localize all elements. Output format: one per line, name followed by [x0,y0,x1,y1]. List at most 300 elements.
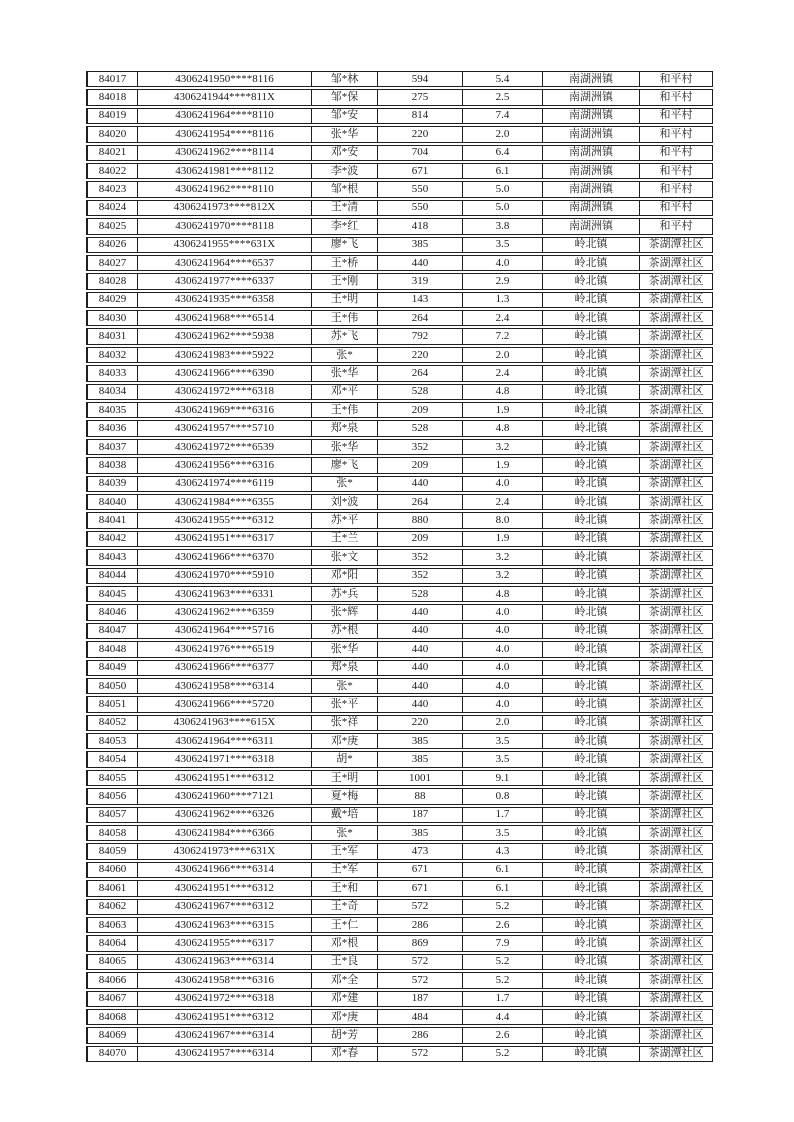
cell-value-1: 869 [378,935,463,951]
table-row [86,991,713,1007]
cell-town: 岭北镇 [543,972,640,988]
cell-name: 苏*兵 [312,586,378,602]
cell-town: 岭北镇 [543,862,640,878]
cell-town: 南湖洲镇 [543,181,640,197]
cell-value-2: 5.2 [463,972,543,988]
cell-name: 邓*平 [312,384,378,400]
cell-value-1: 385 [378,825,463,841]
cell-value-2: 4.4 [463,1009,543,1025]
cell-value-1: 352 [378,439,463,455]
cell-village: 茶湖潭社区 [640,917,713,933]
cell-village: 茶湖潭社区 [640,935,713,951]
cell-seq: 84069 [86,1027,138,1043]
table-row [86,862,713,878]
cell-town: 岭北镇 [543,935,640,951]
table-row [86,972,713,988]
cell-id-number: 4306241967****6314 [138,1027,312,1043]
cell-id-number: 4306241950****8116 [138,71,312,87]
cell-value-2: 4.8 [463,586,543,602]
cell-value-1: 440 [378,604,463,620]
cell-value-2: 3.5 [463,237,543,253]
table-row [86,402,713,418]
cell-id-number: 4306241956****6316 [138,457,312,473]
cell-seq: 84037 [86,439,138,455]
cell-seq: 84045 [86,586,138,602]
cell-id-number: 4306241935****6358 [138,292,312,308]
cell-town: 岭北镇 [543,770,640,786]
cell-village: 茶湖潭社区 [640,476,713,492]
cell-seq: 84023 [86,181,138,197]
cell-value-1: 550 [378,200,463,216]
cell-id-number: 4306241951****6312 [138,770,312,786]
cell-value-1: 484 [378,1009,463,1025]
cell-village: 茶湖潭社区 [640,678,713,694]
cell-id-number: 4306241968****6514 [138,310,312,326]
table-row [86,715,713,731]
cell-town: 岭北镇 [543,733,640,749]
cell-id-number: 4306241963****6314 [138,954,312,970]
cell-value-2: 4.0 [463,604,543,620]
cell-town: 岭北镇 [543,696,640,712]
cell-value-1: 572 [378,899,463,915]
cell-seq: 84056 [86,788,138,804]
cell-value-1: 440 [378,678,463,694]
cell-village: 茶湖潭社区 [640,568,713,584]
cell-value-1: 440 [378,255,463,271]
cell-id-number: 4306241972****6539 [138,439,312,455]
cell-seq: 84067 [86,991,138,1007]
cell-value-2: 6.1 [463,880,543,896]
cell-seq: 84058 [86,825,138,841]
cell-id-number: 4306241962****6359 [138,604,312,620]
cell-village: 茶湖潭社区 [640,751,713,767]
cell-id-number: 4306241984****6355 [138,494,312,510]
table-row [86,328,713,344]
cell-value-2: 2.9 [463,273,543,289]
cell-value-2: 2.4 [463,310,543,326]
table-row [86,660,713,676]
cell-value-2: 6.4 [463,145,543,161]
cell-value-2: 1.7 [463,807,543,823]
cell-value-2: 2.0 [463,347,543,363]
cell-value-1: 209 [378,402,463,418]
cell-town: 岭北镇 [543,807,640,823]
cell-village: 和平村 [640,145,713,161]
cell-name: 王*伟 [312,310,378,326]
cell-value-1: 220 [378,126,463,142]
cell-town: 南湖洲镇 [543,71,640,87]
cell-seq: 84019 [86,108,138,124]
cell-town: 岭北镇 [543,1027,640,1043]
cell-town: 岭北镇 [543,328,640,344]
cell-seq: 84050 [86,678,138,694]
cell-id-number: 4306241958****6314 [138,678,312,694]
cell-name: 邹*根 [312,181,378,197]
cell-seq: 84031 [86,328,138,344]
cell-value-1: 671 [378,163,463,179]
cell-value-2: 3.8 [463,218,543,234]
cell-town: 岭北镇 [543,476,640,492]
cell-value-2: 4.8 [463,384,543,400]
cell-value-1: 440 [378,660,463,676]
cell-id-number: 4306241964****6311 [138,733,312,749]
cell-id-number: 4306241976****6519 [138,641,312,657]
cell-village: 茶湖潭社区 [640,954,713,970]
cell-value-1: 814 [378,108,463,124]
cell-value-2: 4.0 [463,696,543,712]
cell-village: 茶湖潭社区 [640,439,713,455]
cell-town: 岭北镇 [543,310,640,326]
cell-town: 岭北镇 [543,641,640,657]
cell-name: 张*华 [312,126,378,142]
cell-seq: 84063 [86,917,138,933]
cell-name: 苏*根 [312,623,378,639]
table-row [86,696,713,712]
cell-village: 茶湖潭社区 [640,1009,713,1025]
cell-value-1: 704 [378,145,463,161]
table-row [86,89,713,105]
cell-seq: 84051 [86,696,138,712]
cell-town: 岭北镇 [543,255,640,271]
cell-name: 张* [312,476,378,492]
cell-town: 岭北镇 [543,439,640,455]
cell-village: 茶湖潭社区 [640,825,713,841]
table-row [86,549,713,565]
cell-village: 茶湖潭社区 [640,862,713,878]
cell-village: 和平村 [640,108,713,124]
cell-value-2: 2.6 [463,1027,543,1043]
cell-id-number: 4306241963****6315 [138,917,312,933]
cell-village: 茶湖潭社区 [640,972,713,988]
table-row [86,163,713,179]
cell-village: 茶湖潭社区 [640,604,713,620]
cell-seq: 84054 [86,751,138,767]
cell-id-number: 4306241962****5938 [138,328,312,344]
cell-value-2: 1.3 [463,292,543,308]
cell-value-2: 7.4 [463,108,543,124]
cell-town: 岭北镇 [543,549,640,565]
cell-name: 王*明 [312,770,378,786]
cell-village: 茶湖潭社区 [640,384,713,400]
cell-id-number: 4306241966****6370 [138,549,312,565]
cell-id-number: 4306241962****6326 [138,807,312,823]
cell-value-1: 187 [378,991,463,1007]
cell-village: 茶湖潭社区 [640,641,713,657]
cell-name: 夏*梅 [312,788,378,804]
cell-value-2: 9.1 [463,770,543,786]
cell-village: 茶湖潭社区 [640,660,713,676]
cell-name: 王*兰 [312,531,378,547]
cell-id-number: 4306241957****5710 [138,420,312,436]
cell-value-2: 4.0 [463,660,543,676]
cell-town: 岭北镇 [543,715,640,731]
cell-value-2: 3.5 [463,733,543,749]
cell-name: 胡* [312,751,378,767]
table-row [86,200,713,216]
cell-town: 岭北镇 [543,1009,640,1025]
cell-seq: 84047 [86,623,138,639]
table-row [86,678,713,694]
cell-value-2: 7.9 [463,935,543,951]
cell-seq: 84062 [86,899,138,915]
table-row [86,108,713,124]
cell-village: 茶湖潭社区 [640,843,713,859]
cell-name: 邹*林 [312,71,378,87]
cell-id-number: 4306241962****8114 [138,145,312,161]
cell-village: 茶湖潭社区 [640,788,713,804]
cell-id-number: 4306241958****6316 [138,972,312,988]
cell-name: 邓*庚 [312,1009,378,1025]
cell-name: 苏*飞 [312,328,378,344]
table-row [86,273,713,289]
table-row [86,899,713,915]
cell-seq: 84039 [86,476,138,492]
cell-name: 邹*保 [312,89,378,105]
cell-id-number: 4306241973****812X [138,200,312,216]
cell-value-1: 418 [378,218,463,234]
cell-id-number: 4306241963****6331 [138,586,312,602]
cell-seq: 84064 [86,935,138,951]
cell-id-number: 4306241955****6312 [138,512,312,528]
cell-value-1: 187 [378,807,463,823]
cell-village: 茶湖潭社区 [640,420,713,436]
cell-value-2: 3.2 [463,549,543,565]
cell-id-number: 4306241981****8112 [138,163,312,179]
cell-value-2: 3.2 [463,568,543,584]
cell-value-1: 550 [378,181,463,197]
cell-seq: 84022 [86,163,138,179]
cell-value-1: 528 [378,384,463,400]
table-row [86,439,713,455]
cell-name: 邹*安 [312,108,378,124]
table-row [86,568,713,584]
cell-village: 茶湖潭社区 [640,549,713,565]
record-table-container [86,69,713,1064]
cell-seq: 84041 [86,512,138,528]
cell-seq: 84029 [86,292,138,308]
cell-name: 王*良 [312,954,378,970]
cell-id-number: 4306241954****8116 [138,126,312,142]
cell-name: 张*平 [312,696,378,712]
table-row [86,1009,713,1025]
cell-name: 王*桥 [312,255,378,271]
cell-seq: 84017 [86,71,138,87]
cell-name: 王*仁 [312,917,378,933]
cell-village: 茶湖潭社区 [640,237,713,253]
cell-value-2: 2.0 [463,126,543,142]
cell-name: 王*军 [312,862,378,878]
cell-value-2: 2.4 [463,494,543,510]
table-row [86,218,713,234]
table-row [86,825,713,841]
cell-value-1: 209 [378,457,463,473]
cell-seq: 84065 [86,954,138,970]
table-row [86,292,713,308]
cell-id-number: 4306241951****6312 [138,1009,312,1025]
table-row [86,641,713,657]
cell-seq: 84055 [86,770,138,786]
cell-town: 岭北镇 [543,586,640,602]
cell-id-number: 4306241957****6314 [138,1046,312,1062]
cell-value-1: 440 [378,641,463,657]
cell-village: 茶湖潭社区 [640,880,713,896]
cell-value-1: 143 [378,292,463,308]
cell-name: 刘*波 [312,494,378,510]
cell-value-2: 1.7 [463,991,543,1007]
table-row [86,586,713,602]
cell-value-1: 385 [378,751,463,767]
cell-id-number: 4306241951****6317 [138,531,312,547]
cell-name: 张* [312,347,378,363]
cell-id-number: 4306241971****6318 [138,751,312,767]
cell-seq: 84043 [86,549,138,565]
table-row [86,181,713,197]
cell-id-number: 4306241960****7121 [138,788,312,804]
cell-id-number: 4306241966****6377 [138,660,312,676]
cell-value-2: 1.9 [463,531,543,547]
cell-id-number: 4306241974****6119 [138,476,312,492]
cell-village: 茶湖潭社区 [640,991,713,1007]
cell-seq: 84021 [86,145,138,161]
cell-town: 岭北镇 [543,384,640,400]
cell-value-2: 2.5 [463,89,543,105]
cell-id-number: 4306241963****615X [138,715,312,731]
cell-name: 胡*芳 [312,1027,378,1043]
cell-village: 茶湖潭社区 [640,623,713,639]
cell-town: 岭北镇 [543,347,640,363]
cell-id-number: 4306241972****6318 [138,384,312,400]
table-row [86,604,713,620]
cell-village: 茶湖潭社区 [640,807,713,823]
cell-value-2: 6.1 [463,163,543,179]
cell-village: 和平村 [640,89,713,105]
cell-village: 茶湖潭社区 [640,365,713,381]
cell-town: 岭北镇 [543,788,640,804]
cell-town: 岭北镇 [543,825,640,841]
cell-town: 南湖洲镇 [543,145,640,161]
cell-town: 南湖洲镇 [543,126,640,142]
cell-value-1: 473 [378,843,463,859]
cell-name: 张*文 [312,549,378,565]
cell-town: 岭北镇 [543,402,640,418]
cell-value-2: 5.0 [463,200,543,216]
cell-town: 岭北镇 [543,457,640,473]
cell-name: 王*清 [312,200,378,216]
table-row [86,237,713,253]
cell-town: 岭北镇 [543,751,640,767]
cell-id-number: 4306241973****631X [138,843,312,859]
cell-id-number: 4306241964****8110 [138,108,312,124]
cell-name: 王*伟 [312,402,378,418]
cell-name: 王*军 [312,843,378,859]
cell-value-1: 352 [378,549,463,565]
cell-seq: 84024 [86,200,138,216]
cell-value-2: 6.1 [463,862,543,878]
cell-id-number: 4306241966****6390 [138,365,312,381]
cell-village: 茶湖潭社区 [640,696,713,712]
cell-village: 茶湖潭社区 [640,402,713,418]
cell-id-number: 4306241983****5922 [138,347,312,363]
cell-value-1: 440 [378,696,463,712]
cell-village: 茶湖潭社区 [640,586,713,602]
cell-town: 岭北镇 [543,899,640,915]
table-row [86,1046,713,1062]
cell-name: 张* [312,678,378,694]
cell-village: 茶湖潭社区 [640,457,713,473]
cell-seq: 84070 [86,1046,138,1062]
cell-value-2: 3.2 [463,439,543,455]
cell-village: 茶湖潭社区 [640,1027,713,1043]
cell-town: 岭北镇 [543,494,640,510]
cell-value-2: 5.2 [463,954,543,970]
cell-name: 张*辉 [312,604,378,620]
cell-seq: 84030 [86,310,138,326]
cell-town: 岭北镇 [543,991,640,1007]
cell-town: 南湖洲镇 [543,218,640,234]
cell-town: 岭北镇 [543,954,640,970]
cell-name: 邓*庚 [312,733,378,749]
cell-seq: 84046 [86,604,138,620]
cell-village: 茶湖潭社区 [640,733,713,749]
cell-village: 茶湖潭社区 [640,899,713,915]
table-row [86,807,713,823]
cell-name: 王*奇 [312,899,378,915]
cell-name: 邓*全 [312,972,378,988]
cell-value-2: 3.5 [463,751,543,767]
table-row [86,347,713,363]
cell-seq: 84026 [86,237,138,253]
cell-id-number: 4306241964****6537 [138,255,312,271]
table-row [86,917,713,933]
cell-id-number: 4306241944****811X [138,89,312,105]
table-row [86,457,713,473]
cell-village: 和平村 [640,126,713,142]
cell-village: 和平村 [640,200,713,216]
cell-name: 李*波 [312,163,378,179]
cell-value-1: 352 [378,568,463,584]
cell-name: 廖*飞 [312,237,378,253]
cell-village: 茶湖潭社区 [640,531,713,547]
table-row [86,255,713,271]
cell-town: 岭北镇 [543,237,640,253]
cell-value-1: 275 [378,89,463,105]
cell-town: 岭北镇 [543,273,640,289]
cell-town: 岭北镇 [543,512,640,528]
cell-town: 南湖洲镇 [543,200,640,216]
cell-value-1: 1001 [378,770,463,786]
cell-village: 茶湖潭社区 [640,273,713,289]
table-row [86,145,713,161]
cell-town: 南湖洲镇 [543,108,640,124]
table-row [86,770,713,786]
cell-name: 王*明 [312,292,378,308]
cell-value-1: 209 [378,531,463,547]
cell-value-1: 220 [378,715,463,731]
cell-seq: 84044 [86,568,138,584]
cell-value-1: 286 [378,917,463,933]
cell-value-1: 286 [378,1027,463,1043]
cell-town: 岭北镇 [543,292,640,308]
cell-name: 苏*平 [312,512,378,528]
cell-village: 茶湖潭社区 [640,512,713,528]
cell-town: 南湖洲镇 [543,163,640,179]
cell-value-2: 4.0 [463,678,543,694]
cell-value-2: 4.3 [463,843,543,859]
cell-name: 郑*泉 [312,660,378,676]
table-row [86,384,713,400]
cell-id-number: 4306241955****631X [138,237,312,253]
table-row [86,476,713,492]
